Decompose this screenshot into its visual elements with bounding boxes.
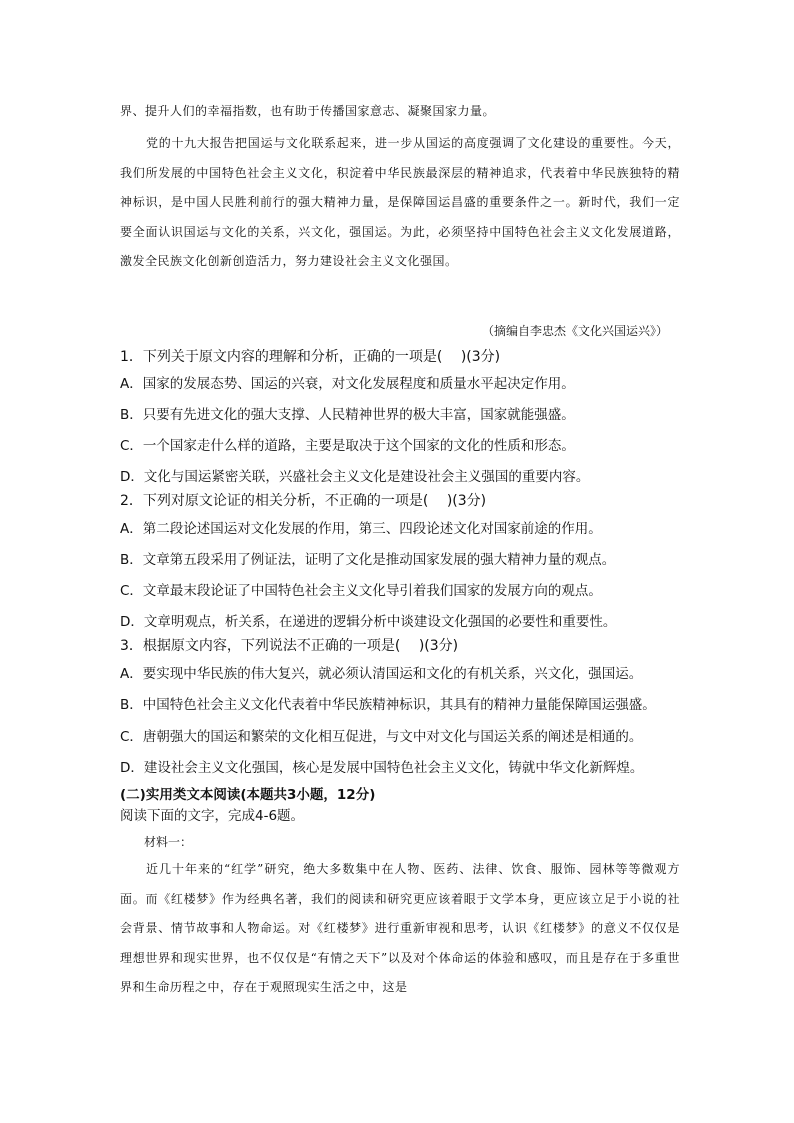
question-2-option-a: A．第二段论述国运对文化发展的作用，第三、四段论述文化对国家前途的作用。 — [120, 521, 602, 537]
question-3-option-a: A．要实现中华民族的伟大复兴，就必须认清国运和文化的有机关系，兴文化，强国运。 — [120, 666, 643, 682]
section-2-instruction: 阅读下面的文字，完成4-6题。 — [120, 808, 305, 824]
question-2-option-d: D．文章明观点，析关系，在递进的逻辑分析中谈建设文化强国的必要性和重要性。 — [120, 614, 617, 630]
question-1-stem: 1．下列关于原文内容的理解和分析，正确的一项是( )(3分) — [120, 349, 501, 365]
passage-paragraph-guoyun-culture: 党的十九大报告把国运与文化联系起来，进一步从国运的高度强调了文化建设的重要性。今天，我们所发展的中国特色社会主义文化，积淀着中华民族最深层的精神追求，代表着中华民族独特的精神标识，是中国人民胜利前行的强大精神力量，是保障国运昌盛的重要条件之一。新时代，我们一定要全面认识国运与文化的关系，兴文化，强国运。为此，必须坚持中国特色社会主义文化发展道路，激发全民族文化创新创造活力，努力建设社会主义文化强国。 — [120, 136, 680, 268]
passage-paragraph-continuation: 界、提升人们的幸福指数，也有助于传播国家意志、凝聚国家力量。 — [120, 104, 496, 118]
question-3-option-d: D．建设社会主义文化强国，核心是发展中国特色社会主义文化，铸就中华文化新辉煌。 — [120, 760, 644, 776]
question-2-option-c: C．文章最末段论证了中国特色社会主义文化导引着我们国家的发展方向的观点。 — [120, 583, 602, 599]
question-1-option-d: D．文化与国运紧密关联，兴盛社会主义文化是建设社会主义强国的重要内容。 — [120, 469, 590, 485]
section-2-title: (二)实用类文本阅读(本题共3小题，12分) — [120, 787, 376, 803]
question-3-option-c: C．唐朝强大的国运和繁荣的文化相互促进，与文中对文化与国运关系的阐述是相通的。 — [120, 729, 643, 745]
question-3-option-b: B．中国特色社会主义文化代表着中华民族精神标识，其具有的精神力量能保障国运强盛。 — [120, 697, 656, 713]
material-1-paragraph: 近几十年来的“红学”研究，绝大多数集中在人物、医药、法律、饮食、服饰、园林等等微观方面。而《红楼梦》作为经典名著，我们的阅读和研究更应该着眼于文学本身，更应该立足于小说的社会背景、情节故事和人物命运。对《红楼梦》进行重新审视和思考，认识《红楼梦》的意义不仅仅是理想世界和现实世界，也不仅仅是“有情之天下”以及对个体命运的体验和感叹，而且是存在于多重世界和生命历程之中，存在于观照现实生活之中，这是 — [120, 862, 680, 994]
material-1-label: 材料一： — [144, 835, 193, 849]
passage-source: （摘编自李忠杰《文化兴国运兴》） — [481, 324, 668, 338]
question-2-option-b: B．文章第五段采用了例证法，证明了文化是推动国家发展的强大精神力量的观点。 — [120, 552, 616, 568]
question-1-option-c: C．一个国家走什么样的道路，主要是取决于这个国家的文化的性质和形态。 — [120, 438, 575, 454]
question-1-option-a: A．国家的发展态势、国运的兴衰，对文化发展程度和质量水平起决定作用。 — [120, 376, 575, 392]
question-3-stem: 3．根据原文内容，下列说法不正确的一项是( )(3分) — [120, 638, 459, 654]
question-2-stem: 2．下列对原文论证的相关分析，不正确的一项是( )(3分) — [120, 493, 487, 509]
question-1-option-b: B．只要有先进文化的强大支撑、人民精神世界的极大丰富，国家就能强盛。 — [120, 407, 575, 423]
